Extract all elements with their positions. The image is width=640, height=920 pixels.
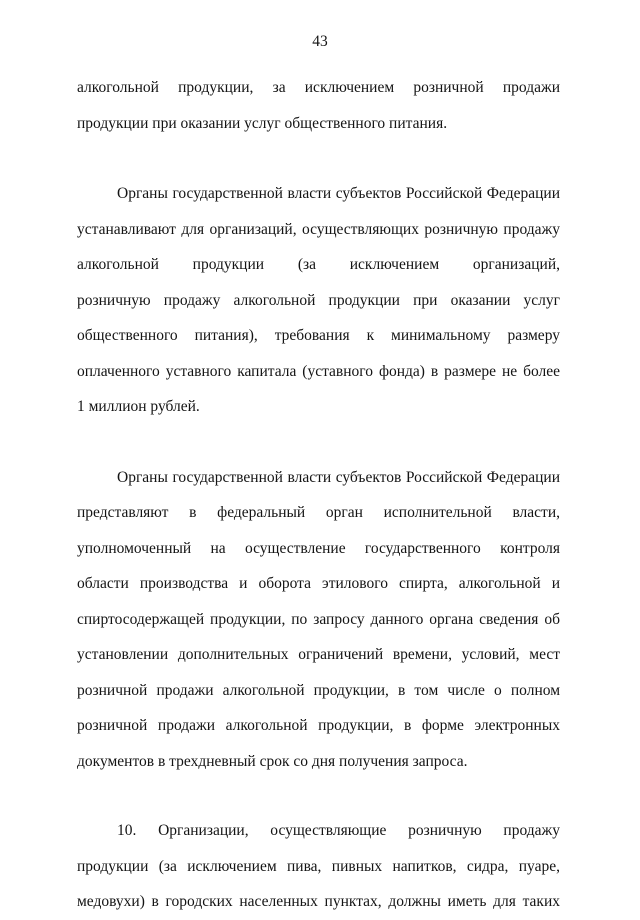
text-line: продукции при оказании услуг общественного питания. [77, 114, 448, 132]
text-line: области производства и оборота этилового спирта, алкогольной и [77, 575, 560, 592]
text-line: алкогольной продукции (за исключением организаций, [77, 256, 560, 273]
text-line: Органы государственной власти субъектов Российской Федерации [117, 468, 560, 486]
text-line: спиртосодержащей продукции, по запросу данного органа сведения об [77, 610, 560, 628]
paragraph [77, 70, 560, 141]
text-line: устанавливают для организаций, осуществляющих розничную продажу [77, 220, 560, 238]
text-line: продукции (за исключением пива, пивных напитков, сидра, пуаре, [77, 857, 560, 875]
paragraph [77, 813, 560, 920]
text-line: документов в трехдневный срок со дня получения запроса. [77, 752, 468, 770]
document-body [77, 70, 560, 920]
page-number: 43 [312, 33, 328, 50]
text-line: 10. Организации, осуществляющие розничную продажу [117, 822, 560, 839]
text-line: общественного питания), требования к минимальному размеру [77, 327, 560, 344]
paragraph [77, 176, 560, 425]
text-line: 1 миллион рублей. [77, 398, 200, 415]
text-line: алкогольной продукции, за исключением розничной продажи [77, 79, 560, 96]
paragraph [77, 460, 560, 780]
text-line: медовухи) в городских населенных пунктах, должны иметь для таких [77, 893, 560, 910]
text-line: представляют в федеральный орган исполнительной власти, [77, 504, 560, 521]
text-line: розничную продажу алкогольной продукции при оказании услуг [77, 291, 560, 309]
text-line: розничной продажи алкогольной продукции, в форме электронных [77, 717, 560, 734]
text-line: оплаченного уставного капитала (уставного фонда) в размере не более [77, 362, 560, 380]
text-line: установлении дополнительных ограничений времени, условий, мест [77, 646, 560, 663]
text-line: Органы государственной власти субъектов Российской Федерации [117, 185, 560, 202]
text-line: розничной продажи алкогольной продукции, в том числе о полном [77, 681, 560, 699]
text-line: уполномоченный на осуществление государственного контроля [77, 539, 560, 557]
